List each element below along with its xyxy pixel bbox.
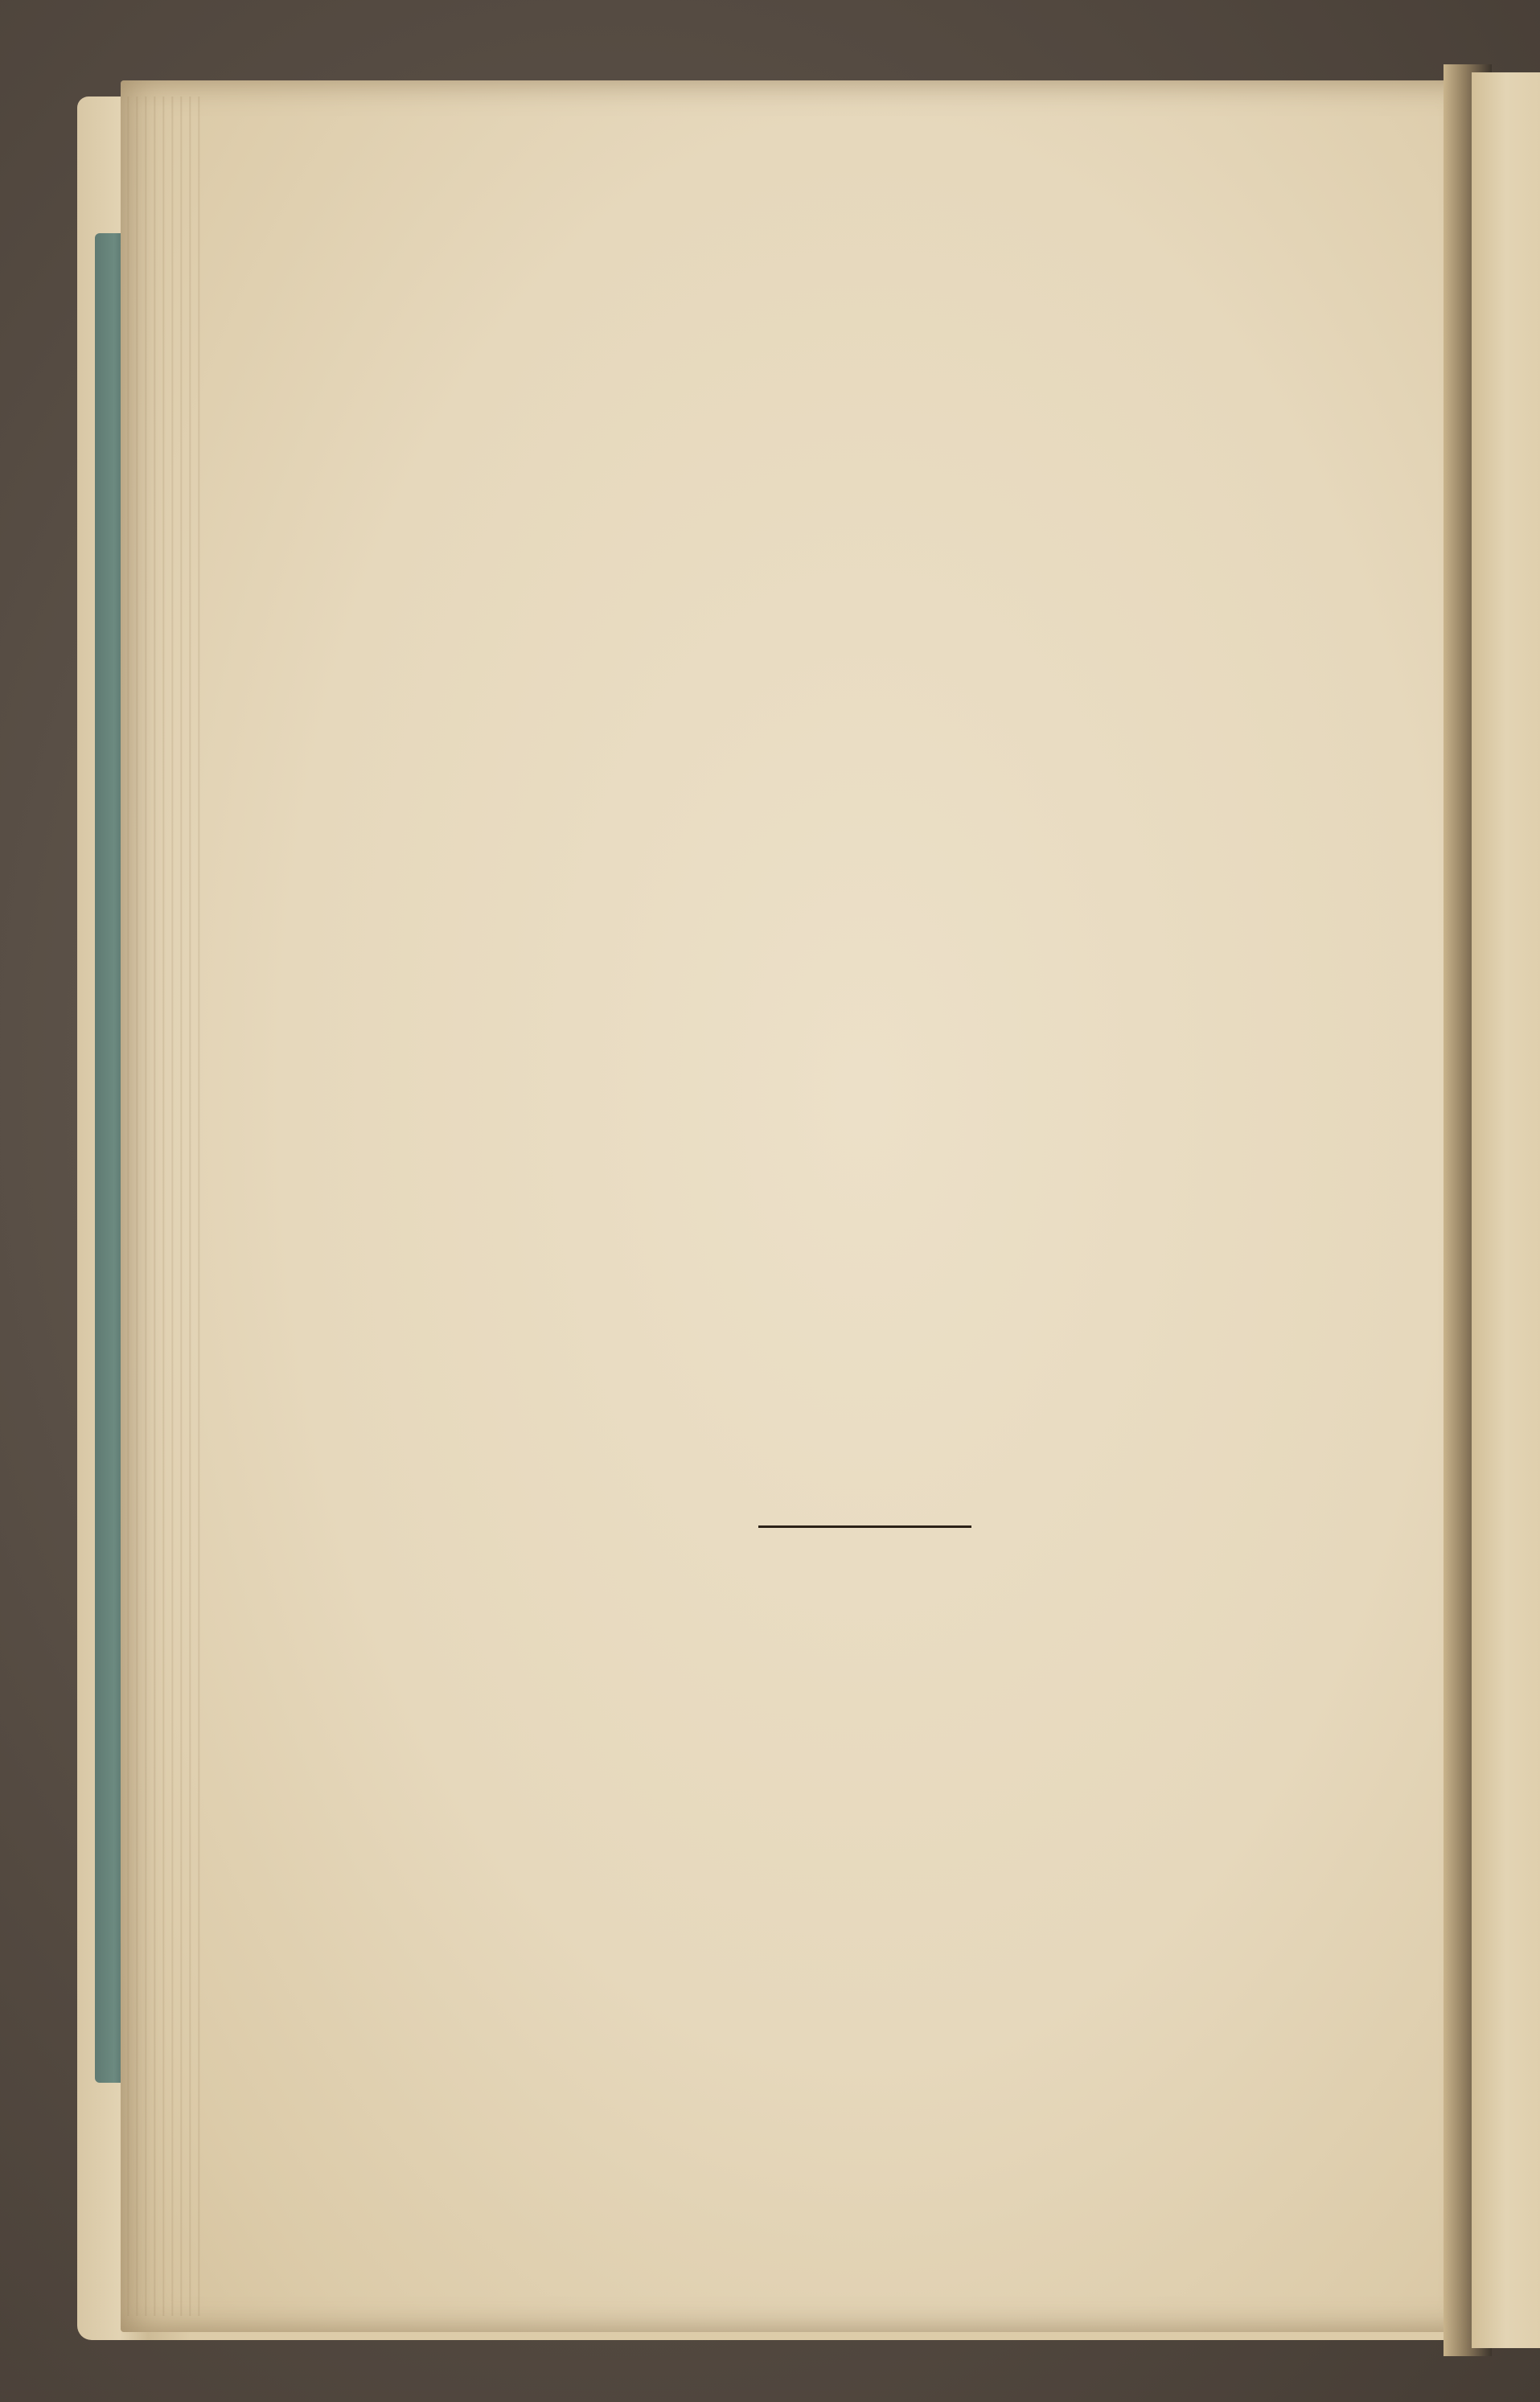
text-block-bottom bbox=[380, 1583, 1354, 1644]
book-page bbox=[121, 80, 1472, 2332]
text-line bbox=[380, 1583, 1354, 1644]
section-divider bbox=[758, 1525, 971, 1528]
next-page-edge bbox=[1472, 72, 1540, 2348]
page-stack-edges bbox=[121, 96, 201, 2316]
